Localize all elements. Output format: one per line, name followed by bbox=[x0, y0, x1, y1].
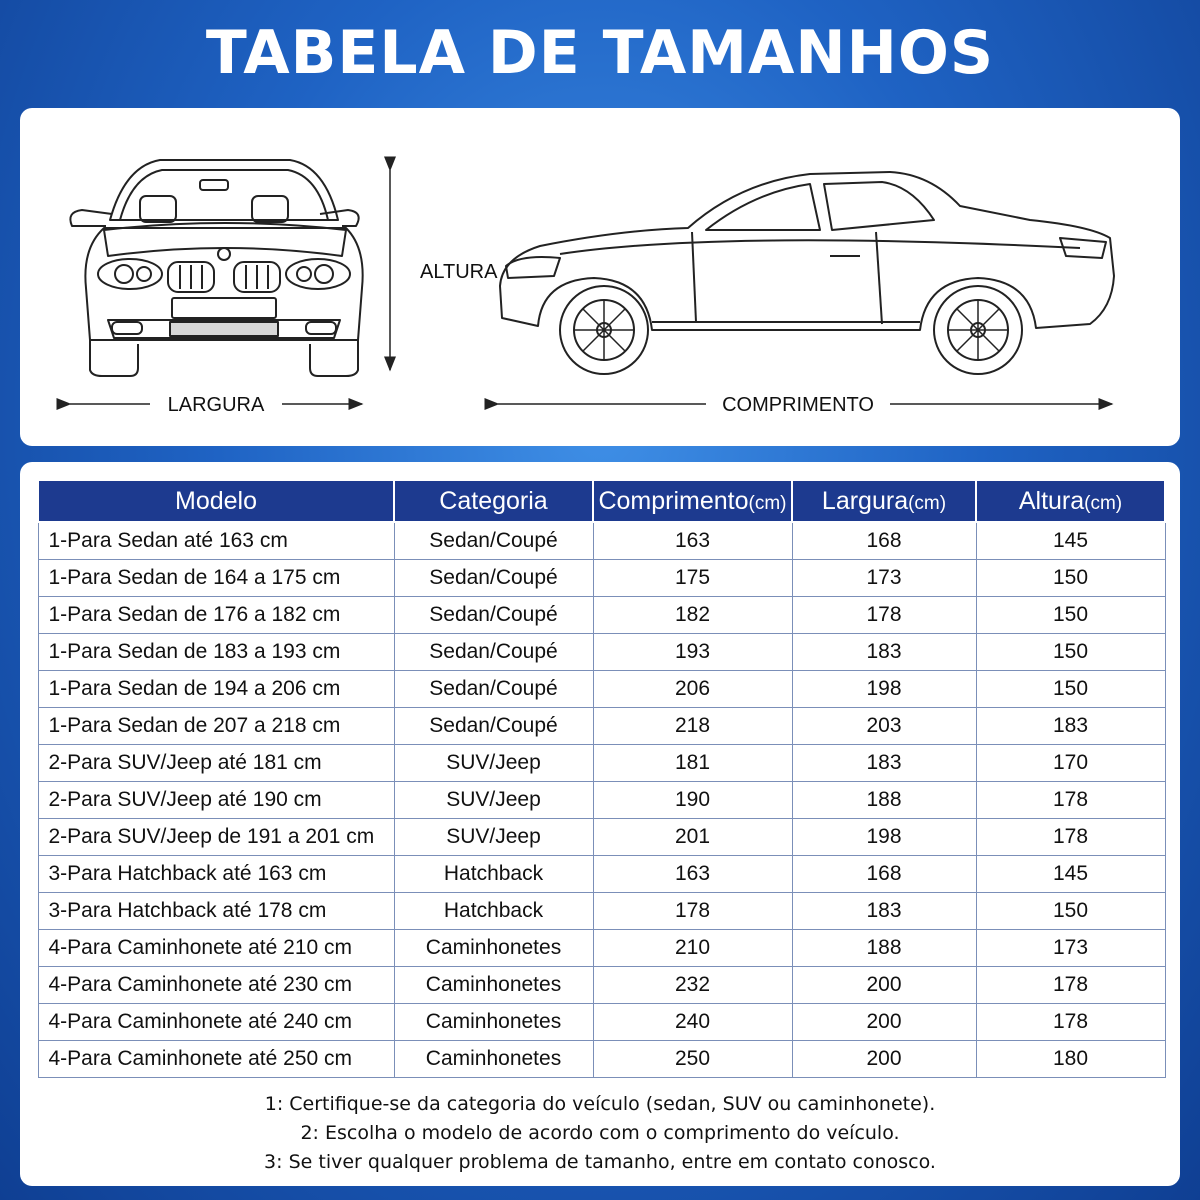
cell-width: 198 bbox=[792, 671, 976, 708]
cell-height: 150 bbox=[976, 560, 1165, 597]
cell-height: 150 bbox=[976, 597, 1165, 634]
cell-width: 200 bbox=[792, 967, 976, 1004]
column-header-label: Modelo bbox=[175, 486, 257, 515]
height-label: ALTURA bbox=[420, 261, 498, 283]
cell-category: SUV/Jeep bbox=[394, 745, 593, 782]
table-row bbox=[38, 522, 1165, 560]
cell-height: 150 bbox=[976, 671, 1165, 708]
column-header-unit: (cm) bbox=[748, 492, 787, 514]
cell-category: Sedan/Coupé bbox=[394, 634, 593, 671]
cell-width: 188 bbox=[792, 930, 976, 967]
cell-category: Sedan/Coupé bbox=[394, 560, 593, 597]
car-side-view bbox=[500, 172, 1114, 374]
cell-length: 175 bbox=[593, 560, 792, 597]
cell-model: 1-Para Sedan até 163 cm bbox=[38, 522, 394, 560]
table-row bbox=[38, 708, 1165, 745]
cell-category: Caminhonetes bbox=[394, 967, 593, 1004]
cell-width: 183 bbox=[792, 745, 976, 782]
table-row bbox=[38, 634, 1165, 671]
car-front-view bbox=[70, 160, 362, 376]
note-1: 1: Certifique-se da categoria do veículo (sedan, SUV ou caminhonete). bbox=[264, 1093, 936, 1115]
column-header-unit: (cm) bbox=[908, 492, 947, 514]
cell-model: 1-Para Sedan de 207 a 218 cm bbox=[38, 708, 394, 745]
cell-width: 188 bbox=[792, 782, 976, 819]
cell-width: 200 bbox=[792, 1041, 976, 1078]
cell-model: 1-Para Sedan de 176 a 182 cm bbox=[38, 597, 394, 634]
table-row bbox=[38, 930, 1165, 967]
table-body bbox=[38, 522, 1165, 1078]
car-dimension-diagram bbox=[20, 108, 1180, 446]
table-row bbox=[38, 745, 1165, 782]
table-panel bbox=[20, 462, 1180, 1186]
cell-width: 198 bbox=[792, 819, 976, 856]
column-header-comprimento bbox=[593, 480, 792, 522]
table-row bbox=[38, 597, 1165, 634]
cell-width: 183 bbox=[792, 634, 976, 671]
size-table bbox=[37, 479, 1166, 1078]
table-header-row bbox=[38, 480, 1165, 522]
column-header-altura bbox=[976, 480, 1165, 522]
cell-height: 173 bbox=[976, 930, 1165, 967]
width-label: LARGURA bbox=[167, 394, 265, 416]
length-label: COMPRIMENTO bbox=[722, 394, 874, 416]
cell-category: Sedan/Coupé bbox=[394, 522, 593, 560]
cell-length: 193 bbox=[593, 634, 792, 671]
cell-length: 163 bbox=[593, 522, 792, 560]
cell-height: 178 bbox=[976, 782, 1165, 819]
cell-category: Sedan/Coupé bbox=[394, 597, 593, 634]
cell-height: 145 bbox=[976, 856, 1165, 893]
cell-model: 4-Para Caminhonete até 210 cm bbox=[38, 930, 394, 967]
cell-model: 3-Para Hatchback até 163 cm bbox=[38, 856, 394, 893]
table-row bbox=[38, 967, 1165, 1004]
column-header-unit: (cm) bbox=[1084, 492, 1123, 514]
cell-width: 183 bbox=[792, 893, 976, 930]
column-header-label: Comprimento bbox=[598, 486, 749, 515]
cell-height: 150 bbox=[976, 893, 1165, 930]
cell-height: 170 bbox=[976, 745, 1165, 782]
cell-length: 178 bbox=[593, 893, 792, 930]
cell-width: 203 bbox=[792, 708, 976, 745]
cell-length: 182 bbox=[593, 597, 792, 634]
cell-length: 206 bbox=[593, 671, 792, 708]
cell-model: 4-Para Caminhonete até 240 cm bbox=[38, 1004, 394, 1041]
column-header-label: Categoria bbox=[439, 486, 548, 515]
cell-category: Hatchback bbox=[394, 893, 593, 930]
cell-category: SUV/Jeep bbox=[394, 782, 593, 819]
cell-height: 180 bbox=[976, 1041, 1165, 1078]
cell-category: Caminhonetes bbox=[394, 1041, 593, 1078]
cell-length: 181 bbox=[593, 745, 792, 782]
cell-category: Caminhonetes bbox=[394, 1004, 593, 1041]
cell-length: 210 bbox=[593, 930, 792, 967]
cell-height: 178 bbox=[976, 819, 1165, 856]
notes bbox=[20, 1090, 1180, 1177]
cell-length: 218 bbox=[593, 708, 792, 745]
column-header-largura bbox=[792, 480, 976, 522]
cell-height: 150 bbox=[976, 634, 1165, 671]
table-row bbox=[38, 560, 1165, 597]
column-header-modelo bbox=[38, 480, 394, 522]
table-row bbox=[38, 819, 1165, 856]
column-header-label: Largura bbox=[821, 486, 909, 515]
cell-model: 3-Para Hatchback até 178 cm bbox=[38, 893, 394, 930]
table-row bbox=[38, 671, 1165, 708]
cell-model: 1-Para Sedan de 183 a 193 cm bbox=[38, 634, 394, 671]
cell-category: Hatchback bbox=[394, 856, 593, 893]
cell-width: 200 bbox=[792, 1004, 976, 1041]
cell-length: 250 bbox=[593, 1041, 792, 1078]
cell-length: 240 bbox=[593, 1004, 792, 1041]
table-row bbox=[38, 893, 1165, 930]
cell-model: 4-Para Caminhonete até 230 cm bbox=[38, 967, 394, 1004]
table-row bbox=[38, 1004, 1165, 1041]
cell-category: Caminhonetes bbox=[394, 930, 593, 967]
cell-height: 178 bbox=[976, 967, 1165, 1004]
cell-length: 201 bbox=[593, 819, 792, 856]
page-title: TABELA DE TAMANHOS bbox=[205, 18, 995, 88]
cell-width: 168 bbox=[792, 522, 976, 560]
cell-width: 178 bbox=[792, 597, 976, 634]
column-header-label: Altura bbox=[1018, 486, 1085, 515]
cell-length: 190 bbox=[593, 782, 792, 819]
cell-model: 1-Para Sedan de 164 a 175 cm bbox=[38, 560, 394, 597]
cell-category: Sedan/Coupé bbox=[394, 708, 593, 745]
cell-width: 168 bbox=[792, 856, 976, 893]
cell-model: 2-Para SUV/Jeep até 181 cm bbox=[38, 745, 394, 782]
note-3: 3: Se tiver qualquer problema de tamanho, entre em contato conosco. bbox=[264, 1151, 936, 1173]
cell-height: 178 bbox=[976, 1004, 1165, 1041]
cell-height: 145 bbox=[976, 522, 1165, 560]
table-row bbox=[38, 782, 1165, 819]
note-2: 2: Escolha o modelo de acordo com o comprimento do veículo. bbox=[300, 1122, 900, 1144]
cell-length: 232 bbox=[593, 967, 792, 1004]
diagram-panel bbox=[20, 108, 1180, 446]
cell-model: 1-Para Sedan de 194 a 206 cm bbox=[38, 671, 394, 708]
table-row bbox=[38, 856, 1165, 893]
table-row bbox=[38, 1041, 1165, 1078]
column-header-categoria bbox=[394, 480, 593, 522]
cell-width: 173 bbox=[792, 560, 976, 597]
cell-length: 163 bbox=[593, 856, 792, 893]
cell-category: Sedan/Coupé bbox=[394, 671, 593, 708]
cell-model: 2-Para SUV/Jeep de 191 a 201 cm bbox=[38, 819, 394, 856]
cell-model: 2-Para SUV/Jeep até 190 cm bbox=[38, 782, 394, 819]
cell-height: 183 bbox=[976, 708, 1165, 745]
cell-category: SUV/Jeep bbox=[394, 819, 593, 856]
cell-model: 4-Para Caminhonete até 250 cm bbox=[38, 1041, 394, 1078]
